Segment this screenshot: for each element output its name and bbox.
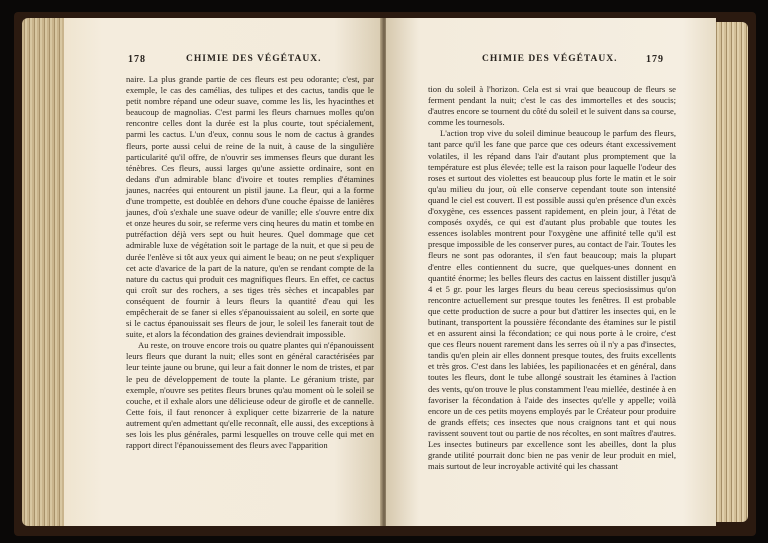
right-page-body <box>428 84 676 472</box>
left-page-number: 178 <box>128 54 146 65</box>
right-page-edges <box>714 22 748 522</box>
left-page <box>64 18 382 526</box>
left-page-body <box>126 74 374 451</box>
open-book <box>14 8 756 536</box>
right-paragraph-2: L'action trop vive du soleil diminue beaucoup le parfum des fleurs, tant parce qu'il les fane que parce que ces odeurs étant excessivement volatiles, il les répand dans l'air d'autant plus promptement que la température est plus élevée; telle est la raison pour laquelle l'odeur des roses et surtout des violettes est beaucoup plus forte le matin et le soir qu'au milieu du jour, où elle conserve cependant toute son intensité quand le ciel est couvert. Il est possible aussi qu'en présence d'un excès d'oxygène, ces essences passent rapidement, en plein jour, à l'état de composés oxydés, ce qui est d'autant plus probable que toutes les essences isolables montrent pour l'oxygène une affinité telle qu'il est presque impossible de les conserver pures, au contact de l'air. Toutes les fleurs ne sont pas odorantes, il s'en faut beaucoup; mais la plupart d'entre elles contiennent du sucre, que quelques-unes donnent en quantité énorme; les belles fleurs des cactus en laissent distiller jusqu'à 4 et 5 gr. pour les larges fleurs du beau cereus speciosissimus qu'on rencontre actuellement sur presque toutes les fenêtres. Il est probable que cette production de sucre a pour but d'attirer les insectes qui, en le butinant, transportent la poussière fécondante des étamines sur le pistil et en assurent ainsi la fécondation; ce qui nous porte à le croire, c'est que ces fleurs nouent rarement dans les serres où il n'y a pas d'insectes, tandis qu'en plein air elles donnent presque toutes, des fruits excellents et très gros. C'est dans les labiées, les papilionacées et en général, dans toutes les fleurs, dont le tube allongé soustrait les étamines à l'action des vents, qu'on trouve le plus constamment l'eau miellée, destinée à en favoriser la fécondation à l'aide des insectes qu'elle y appelle; voilà encore un de ces petits moyens employés par le Créateur pour produire de grands effets; ces insectes que nous craignons tant et qui nous ravissent souvent tout ou partie de nos récoltes, en sont maîtres d'autres. Les insectes butineurs par excellence sont les abeilles, dont la plus grande utilité pourrait donc bien ne pas venir de leur produit en miel, mais surtout de leur incroyable activité qui les chassant <box>428 128 676 472</box>
right-paragraph-1: tion du soleil à l'horizon. Cela est si vrai que beaucoup de fleurs se ferment pendant la nuit; c'est le cas des immortelles et des soucis; d'autres encore se tournent du côté du soleil et le suivent dans sa course, comme les tournesols. <box>428 84 676 128</box>
left-paragraph-2: Au reste, on trouve encore trois ou quatre plantes qui n'épanouissent leurs fleurs que durant la nuit; elles sont en général caractérisées par leur teinte jaune ou brune, qui leur a fait donner le nom de tristes, et par le peu de développement de toute la plante. Le géranium triste, par exemple, n'ouvre ses petites fleurs brunes qu'au moment où le soleil se couche, et il exhale alors une délicieuse odeur de girofle et de cannelle. Cette fois, il faut renoncer à expliquer cette bizarrerie de la nature autrement qu'en admettant qu'elle reconnaît, elle aussi, des exceptions à ses lois les plus générales, parmi lesquelles on trouve celle qui met en rapport direct l'épanouissement des fleurs avec l'apparition <box>126 340 374 451</box>
left-paragraph-1: naire. La plus grande partie de ces fleurs est peu odorante; c'est, par exemple, le cas des camélias, des tulipes et des cactus, tandis que le petit nombre répand une odeur suave, comme les lis, les hyacinthes et beaucoup de magnolias. C'est parmi les fleurs charnues molles qu'on rencontre celles dont la durée est la plus courte, tout spécialement, parmi les cactus. L'un d'eux, connu sous le nom de cactus à grandes fleurs, porte aussi celui de reine de la nuit, à cause de la singulière particularité qu'il offre, de n'ouvrir ses immenses fleurs que durant les ténèbres. Ces fleurs, aussi larges qu'une assiette ordinaire, sont en dedans d'un admirable blanc d'ivoire et toutes remplies d'étamines jaunes, nacrées qui entourent un pistil jaune. La fleur, qui a la forme d'une trompette, est doublée en dehors d'une couche épaisse de lanières jaunes, d'où s'exhale une suave odeur de vanille; elle s'ouvre entre dix et onze heures du soir, se referme vers cinq heures du matin et tombe en putréfaction déjà vers sept ou huit heures. Quel dommage que cet admirable luxe de végétation soit le partage de la nuit, et que si peu de durée l'enlève si tôt aux yeux qui aiment le beau; on ne peut s'expliquer cet acte d'avarice de la part de la nature, qu'en se rendant compte de la nature du cactus qui produit ces magnifiques fleurs. En effet, ce cactus qui croît sur des rochers, a ses tiges très sèches et incapables par conséquent de fournir à leurs fleurs la quantité d'eau qui les empêcherait de se faner si elles s'épanouissaient au soleil, en sorte que si le cactus épanouissait ses fleurs de jour, le soleil les fanerait tout de suite, et alors la fécondation des graines deviendrait impossible. <box>126 74 374 340</box>
right-running-head: CHIMIE DES VÉGÉTAUX. <box>482 54 618 64</box>
right-page <box>386 18 716 526</box>
left-running-head: CHIMIE DES VÉGÉTAUX. <box>186 54 322 64</box>
right-page-number: 179 <box>646 54 664 65</box>
